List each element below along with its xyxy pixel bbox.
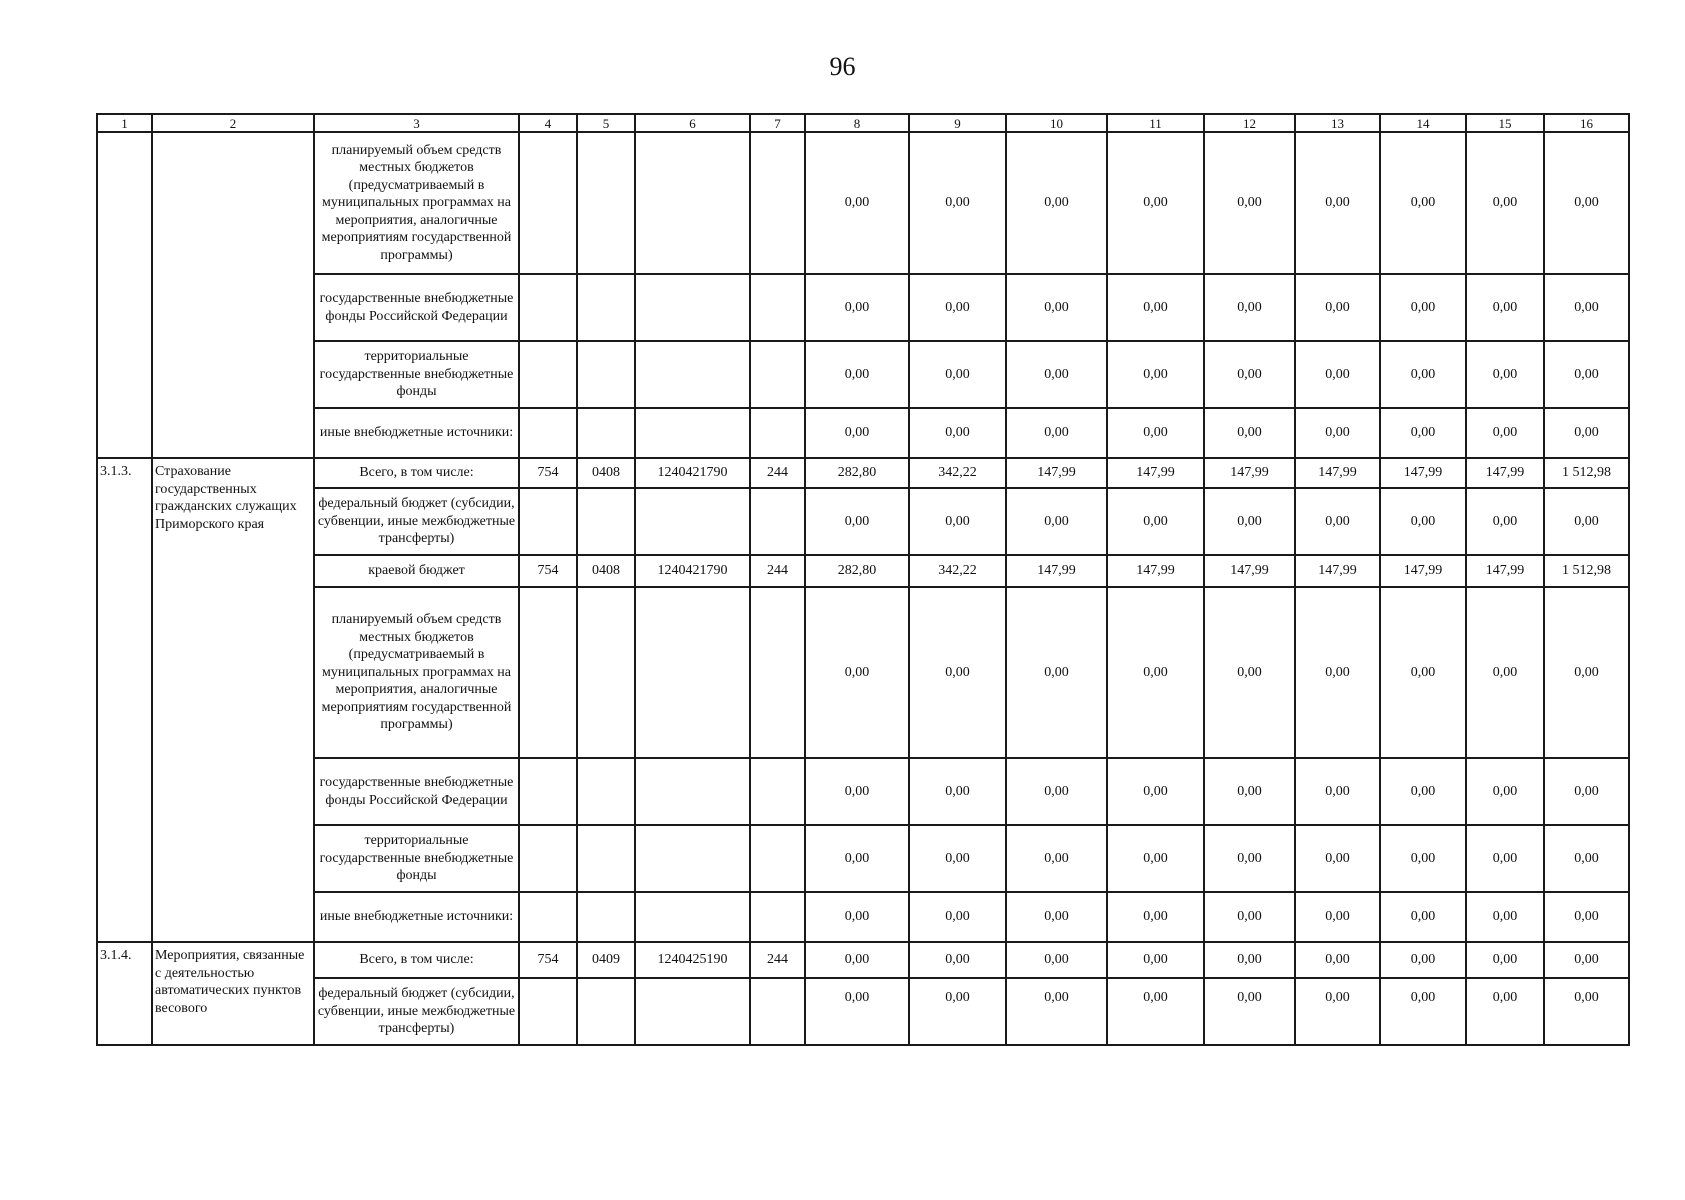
value-cell: 0,00: [1466, 132, 1544, 274]
value-cell: 0,00: [805, 892, 909, 942]
code-cell: [577, 341, 635, 408]
code-cell: [519, 488, 577, 555]
budget-table: [96, 113, 1630, 1046]
code-cell: [635, 488, 750, 555]
code-cell: [635, 758, 750, 825]
value-cell: 0,00: [1380, 942, 1466, 978]
value-cell: 0,00: [1107, 587, 1204, 758]
value-cell: 0,00: [1544, 341, 1629, 408]
code-cell: [635, 341, 750, 408]
code-cell: [750, 587, 805, 758]
value-cell: 0,00: [1107, 825, 1204, 892]
value-cell: 147,99: [1380, 555, 1466, 587]
value-cell: 0,00: [909, 825, 1006, 892]
item-number-cell: 3.1.3.: [97, 458, 152, 942]
value-cell: 147,99: [1466, 555, 1544, 587]
code-cell: [635, 978, 750, 1045]
value-cell: 0,00: [1380, 274, 1466, 341]
value-cell: 282,80: [805, 458, 909, 488]
code-cell: [519, 825, 577, 892]
value-cell: 0,00: [1544, 892, 1629, 942]
value-cell: 0,00: [805, 942, 909, 978]
code-cell: [519, 978, 577, 1045]
value-cell: 0,00: [909, 341, 1006, 408]
value-cell: 0,00: [1466, 408, 1544, 458]
value-cell: 0,00: [1466, 488, 1544, 555]
value-cell: 0,00: [805, 408, 909, 458]
funding-source-cell: федеральный бюджет (субсидии, субвенции, иные межбюджетные трансферты): [314, 978, 519, 1045]
table-row: [97, 488, 1629, 555]
value-cell: 0,00: [1466, 978, 1544, 1045]
value-cell: 0,00: [909, 892, 1006, 942]
value-cell: 147,99: [1295, 555, 1380, 587]
value-cell: 147,99: [1204, 458, 1295, 488]
code-cell: [577, 758, 635, 825]
funding-source-cell: иные внебюджетные источники:: [314, 408, 519, 458]
value-cell: 0,00: [1544, 825, 1629, 892]
value-cell: 0,00: [805, 274, 909, 341]
value-cell: 0,00: [1466, 758, 1544, 825]
value-cell: 0,00: [1544, 408, 1629, 458]
code-cell: [519, 892, 577, 942]
column-header: 14: [1380, 114, 1466, 132]
column-header: 4: [519, 114, 577, 132]
column-header: 7: [750, 114, 805, 132]
value-cell: 0,00: [1544, 488, 1629, 555]
value-cell: 0,00: [1107, 341, 1204, 408]
value-cell: 0,00: [1204, 825, 1295, 892]
value-cell: 0,00: [1006, 274, 1107, 341]
value-cell: 0,00: [1466, 587, 1544, 758]
value-cell: 0,00: [909, 942, 1006, 978]
table-row: [97, 274, 1629, 341]
value-cell: 0,00: [1204, 587, 1295, 758]
table-row: [97, 758, 1629, 825]
code-cell: 244: [750, 555, 805, 587]
value-cell: 0,00: [1006, 942, 1107, 978]
table-row: [97, 458, 1629, 488]
value-cell: 0,00: [1006, 132, 1107, 274]
value-cell: 0,00: [1006, 408, 1107, 458]
value-cell: 0,00: [1380, 587, 1466, 758]
funding-source-cell: планируемый объем средств местных бюджетов (предусматриваемый в муниципальных программах на мероприятия, аналогичные мероприятиям государственной программы): [314, 587, 519, 758]
value-cell: 0,00: [1295, 587, 1380, 758]
value-cell: 147,99: [1295, 458, 1380, 488]
value-cell: 0,00: [1295, 758, 1380, 825]
value-cell: 1 512,98: [1544, 555, 1629, 587]
value-cell: 0,00: [1204, 942, 1295, 978]
column-header: 5: [577, 114, 635, 132]
code-cell: [635, 825, 750, 892]
column-header: 16: [1544, 114, 1629, 132]
value-cell: 0,00: [1544, 942, 1629, 978]
value-cell: 342,22: [909, 458, 1006, 488]
code-cell: [577, 825, 635, 892]
funding-source-cell: краевой бюджет: [314, 555, 519, 587]
value-cell: 0,00: [1006, 587, 1107, 758]
code-cell: [635, 132, 750, 274]
page-number: 96: [829, 52, 856, 81]
value-cell: 0,00: [1006, 758, 1107, 825]
value-cell: 0,00: [1295, 132, 1380, 274]
value-cell: 0,00: [1006, 341, 1107, 408]
value-cell: 0,00: [1380, 892, 1466, 942]
item-number-cell: 3.1.4.: [97, 942, 152, 1045]
code-cell: [519, 274, 577, 341]
code-cell: [635, 587, 750, 758]
value-cell: 0,00: [1295, 978, 1380, 1045]
funding-source-cell: территориальные государственные внебюджетные фонды: [314, 825, 519, 892]
value-cell: 0,00: [1466, 341, 1544, 408]
value-cell: 0,00: [1107, 892, 1204, 942]
table-row: [97, 408, 1629, 458]
table-row: [97, 942, 1629, 978]
column-header: 9: [909, 114, 1006, 132]
code-cell: [577, 408, 635, 458]
column-header: 15: [1466, 114, 1544, 132]
funding-source-cell: Всего, в том числе:: [314, 458, 519, 488]
value-cell: 0,00: [1107, 408, 1204, 458]
code-cell: [519, 132, 577, 274]
value-cell: 0,00: [805, 488, 909, 555]
code-cell: [519, 587, 577, 758]
code-cell: 244: [750, 942, 805, 978]
value-cell: 0,00: [1380, 488, 1466, 555]
column-header: 13: [1295, 114, 1380, 132]
column-header: 12: [1204, 114, 1295, 132]
funding-source-cell: планируемый объем средств местных бюджетов (предусматриваемый в муниципальных программах на мероприятия, аналогичные мероприятиям государственной программы): [314, 132, 519, 274]
value-cell: 0,00: [1295, 825, 1380, 892]
value-cell: 147,99: [1107, 555, 1204, 587]
value-cell: 147,99: [1204, 555, 1295, 587]
funding-source-cell: федеральный бюджет (субсидии, субвенции, иные межбюджетные трансферты): [314, 488, 519, 555]
code-cell: 1240425190: [635, 942, 750, 978]
code-cell: [577, 892, 635, 942]
item-number-cell: [97, 132, 152, 458]
value-cell: 0,00: [1544, 758, 1629, 825]
value-cell: 0,00: [1380, 341, 1466, 408]
column-header: 6: [635, 114, 750, 132]
value-cell: 0,00: [1544, 978, 1629, 1045]
item-name-cell: Мероприятия, связанные с деятельностью автоматических пунктов весового: [152, 942, 314, 1045]
funding-source-cell: государственные внебюджетные фонды Российской Федерации: [314, 758, 519, 825]
value-cell: 342,22: [909, 555, 1006, 587]
column-header: 3: [314, 114, 519, 132]
value-cell: 0,00: [1204, 408, 1295, 458]
value-cell: 0,00: [1544, 587, 1629, 758]
value-cell: 0,00: [805, 341, 909, 408]
value-cell: 1 512,98: [1544, 458, 1629, 488]
value-cell: 0,00: [1544, 274, 1629, 341]
code-cell: [635, 274, 750, 341]
table-row: [97, 341, 1629, 408]
item-name-cell: [152, 132, 314, 458]
value-cell: 0,00: [1204, 892, 1295, 942]
item-name-cell: Страхование государственных гражданских служащих Приморского края: [152, 458, 314, 942]
value-cell: 0,00: [1107, 942, 1204, 978]
code-cell: [750, 274, 805, 341]
funding-source-cell: территориальные государственные внебюджетные фонды: [314, 341, 519, 408]
value-cell: 147,99: [1006, 458, 1107, 488]
code-cell: [750, 825, 805, 892]
value-cell: 0,00: [1466, 892, 1544, 942]
value-cell: 0,00: [1204, 132, 1295, 274]
value-cell: 0,00: [805, 978, 909, 1045]
funding-source-cell: Всего, в том числе:: [314, 942, 519, 978]
value-cell: 0,00: [909, 488, 1006, 555]
code-cell: 244: [750, 458, 805, 488]
code-cell: 1240421790: [635, 458, 750, 488]
funding-source-cell: государственные внебюджетные фонды Российской Федерации: [314, 274, 519, 341]
funding-source-cell: иные внебюджетные источники:: [314, 892, 519, 942]
value-cell: 0,00: [1295, 341, 1380, 408]
code-cell: 754: [519, 458, 577, 488]
table-row: [97, 978, 1629, 1045]
value-cell: 0,00: [909, 274, 1006, 341]
code-cell: [750, 488, 805, 555]
code-cell: [577, 274, 635, 341]
code-cell: [577, 488, 635, 555]
value-cell: 0,00: [1295, 892, 1380, 942]
code-cell: [519, 408, 577, 458]
code-cell: 0409: [577, 942, 635, 978]
value-cell: 147,99: [1380, 458, 1466, 488]
value-cell: 0,00: [909, 758, 1006, 825]
value-cell: 0,00: [909, 408, 1006, 458]
column-header: 1: [97, 114, 152, 132]
column-header: 8: [805, 114, 909, 132]
value-cell: 0,00: [909, 132, 1006, 274]
code-cell: 754: [519, 555, 577, 587]
code-cell: 0408: [577, 555, 635, 587]
code-cell: 754: [519, 942, 577, 978]
code-cell: [750, 758, 805, 825]
column-header: 10: [1006, 114, 1107, 132]
code-cell: [750, 978, 805, 1045]
value-cell: 0,00: [1204, 341, 1295, 408]
header-row: [97, 114, 1629, 132]
code-cell: [750, 892, 805, 942]
value-cell: 0,00: [1466, 274, 1544, 341]
value-cell: 147,99: [1107, 458, 1204, 488]
column-header: 2: [152, 114, 314, 132]
value-cell: 0,00: [1204, 758, 1295, 825]
value-cell: 0,00: [1380, 132, 1466, 274]
value-cell: 0,00: [1204, 274, 1295, 341]
code-cell: [519, 341, 577, 408]
value-cell: 0,00: [1006, 825, 1107, 892]
code-cell: [577, 587, 635, 758]
value-cell: 0,00: [1295, 488, 1380, 555]
value-cell: 0,00: [1295, 274, 1380, 341]
value-cell: 0,00: [1107, 132, 1204, 274]
code-cell: [635, 892, 750, 942]
value-cell: 0,00: [909, 587, 1006, 758]
value-cell: 0,00: [1380, 408, 1466, 458]
code-cell: 1240421790: [635, 555, 750, 587]
value-cell: 0,00: [1107, 758, 1204, 825]
column-header: 11: [1107, 114, 1204, 132]
value-cell: 147,99: [1466, 458, 1544, 488]
value-cell: 0,00: [1107, 488, 1204, 555]
value-cell: 147,99: [1006, 555, 1107, 587]
value-cell: 0,00: [1380, 978, 1466, 1045]
value-cell: 0,00: [1107, 978, 1204, 1045]
code-cell: [577, 132, 635, 274]
code-cell: [750, 408, 805, 458]
value-cell: 0,00: [1295, 942, 1380, 978]
value-cell: 0,00: [1466, 825, 1544, 892]
value-cell: 0,00: [805, 587, 909, 758]
value-cell: 0,00: [1295, 408, 1380, 458]
value-cell: 0,00: [909, 978, 1006, 1045]
value-cell: 0,00: [1204, 978, 1295, 1045]
code-cell: [750, 132, 805, 274]
table-row: [97, 587, 1629, 758]
code-cell: [750, 341, 805, 408]
value-cell: 0,00: [805, 825, 909, 892]
table-row: [97, 825, 1629, 892]
value-cell: 0,00: [1544, 132, 1629, 274]
value-cell: 0,00: [1380, 758, 1466, 825]
table-row: [97, 555, 1629, 587]
value-cell: 0,00: [1466, 942, 1544, 978]
value-cell: 0,00: [1006, 488, 1107, 555]
code-cell: [519, 758, 577, 825]
value-cell: 0,00: [1006, 978, 1107, 1045]
code-cell: [577, 978, 635, 1045]
table-row: [97, 132, 1629, 274]
value-cell: 0,00: [1006, 892, 1107, 942]
value-cell: 0,00: [1380, 825, 1466, 892]
value-cell: 0,00: [1107, 274, 1204, 341]
value-cell: 282,80: [805, 555, 909, 587]
code-cell: [635, 408, 750, 458]
code-cell: 0408: [577, 458, 635, 488]
value-cell: 0,00: [805, 132, 909, 274]
value-cell: 0,00: [805, 758, 909, 825]
value-cell: 0,00: [1204, 488, 1295, 555]
table-row: [97, 892, 1629, 942]
